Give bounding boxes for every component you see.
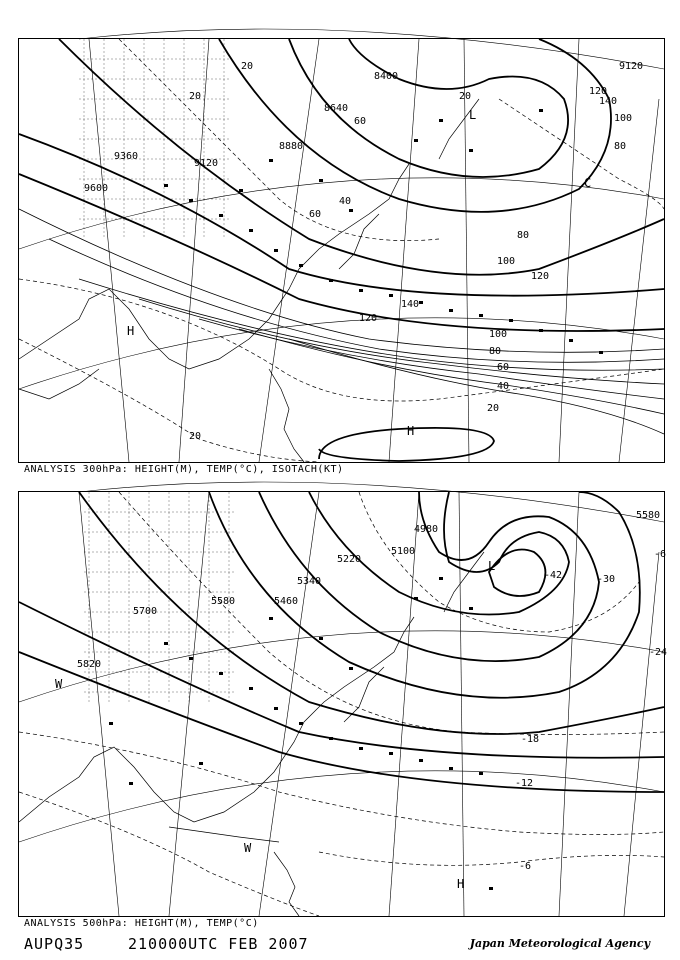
- map-300hpa: [19, 39, 664, 462]
- isotach-label: 20: [189, 91, 202, 102]
- isotach-label: 120: [531, 271, 550, 282]
- temp-label: -24: [649, 647, 668, 658]
- chart-code: AUPQ35: [24, 935, 85, 953]
- isotach-label: 80: [517, 230, 530, 241]
- isotach-label: 40: [497, 381, 510, 392]
- low-pressure-center: L: [469, 108, 477, 122]
- height-label: 5580: [211, 596, 236, 607]
- temp-label: -12: [515, 778, 534, 789]
- warm-center: W: [244, 841, 252, 855]
- isotach-label: 20: [459, 91, 472, 102]
- height-label: 5460: [274, 596, 299, 607]
- isotach-label: 60: [354, 116, 367, 127]
- coastline: [19, 99, 479, 462]
- height-label: 8400: [374, 71, 399, 82]
- temp-label: -30: [597, 574, 616, 585]
- map-500hpa: [19, 492, 668, 916]
- isotach-label: 100: [497, 256, 516, 267]
- height-label: 5580: [636, 510, 661, 521]
- height-label: 8640: [324, 103, 349, 114]
- high-pressure-center: H: [457, 877, 465, 891]
- map-500hpa-panel: [18, 491, 668, 917]
- height-label: 9600: [84, 183, 109, 194]
- height-label: 9360: [114, 151, 139, 162]
- isotach-label: 140: [599, 96, 618, 107]
- isotach-label: 80: [614, 141, 627, 152]
- height-label: 5340: [297, 576, 322, 587]
- low-pressure-center: L: [488, 559, 496, 573]
- isotach-label: 20: [241, 61, 254, 72]
- isotach-label: 60: [497, 362, 510, 373]
- temp-label: -18: [521, 734, 540, 745]
- isotach-label: 20: [189, 431, 202, 442]
- map-300hpa-panel: [18, 38, 665, 463]
- isotach-label: 100: [614, 113, 633, 124]
- high-pressure-center: H: [127, 324, 135, 338]
- temp-label: -6: [654, 549, 667, 560]
- isotach-label: 120: [359, 313, 378, 324]
- warm-center: W: [55, 677, 63, 691]
- caption-500hpa: ANALYSIS 500hPa: HEIGHT(M), TEMP(°C): [24, 918, 259, 929]
- graticule: [19, 482, 667, 916]
- chart-time: 210000UTC FEB 2007: [128, 935, 309, 953]
- isotach-label: 40: [339, 196, 352, 207]
- height-label: 9120: [194, 158, 219, 169]
- temp-label: -6: [519, 861, 532, 872]
- isotach-label: 20: [487, 403, 500, 414]
- height-label: 5100: [391, 546, 416, 557]
- isotach-label: 140: [401, 299, 420, 310]
- cold-center: C: [584, 176, 592, 190]
- temp-label: -42: [544, 570, 563, 581]
- height-label: 4980: [414, 524, 439, 535]
- height-label: 8880: [279, 141, 304, 152]
- caption-300hpa: ANALYSIS 300hPa: HEIGHT(M), TEMP(°C), ISOTACH(KT): [24, 464, 344, 475]
- isotach-label: 100: [489, 329, 508, 340]
- isotach-label: 80: [489, 346, 502, 357]
- isotach-label: 120: [589, 86, 608, 97]
- isotach-label: 60: [309, 209, 322, 220]
- height-label: 5220: [337, 554, 362, 565]
- station-plots: [109, 577, 493, 890]
- height-label: 5700: [133, 606, 158, 617]
- height-label: 5820: [77, 659, 102, 670]
- height-label: 9120: [619, 61, 644, 72]
- high-pressure-center: H: [407, 424, 415, 438]
- coastline: [19, 552, 484, 916]
- agency-name: Japan Meteorological Agency: [469, 937, 650, 950]
